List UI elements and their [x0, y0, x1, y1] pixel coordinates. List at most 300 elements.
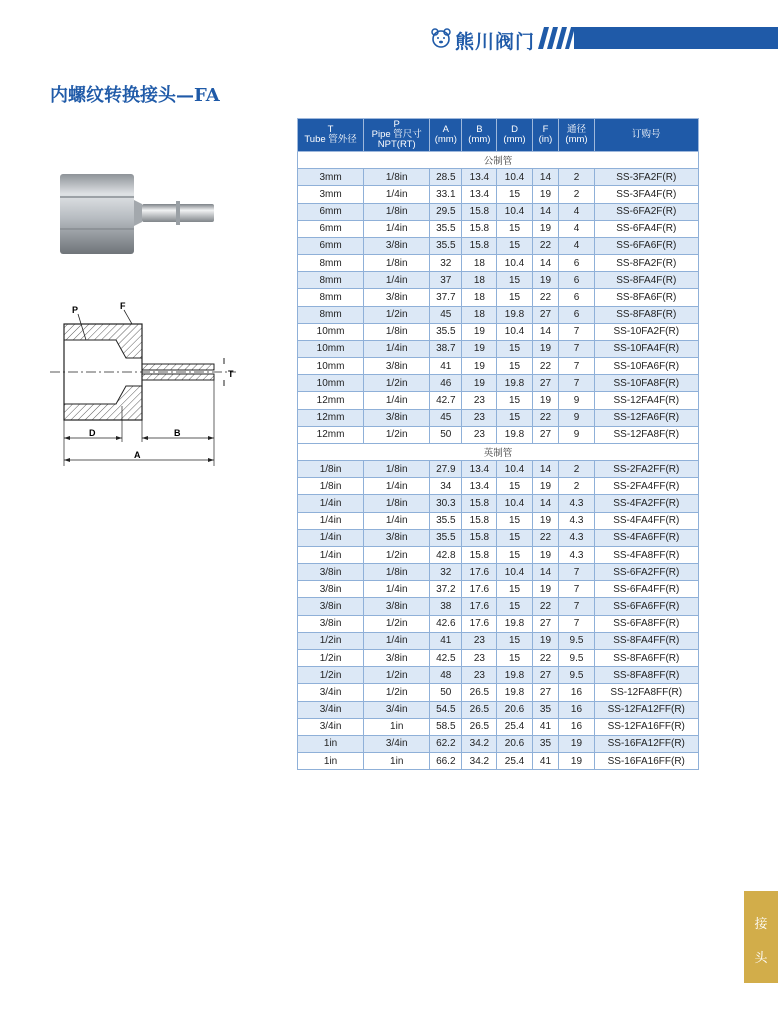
table-cell: 7 [559, 581, 594, 598]
table-row [298, 735, 699, 752]
table-cell: 6mm [298, 203, 364, 220]
table-cell: SS-10FA4F(R) [594, 340, 698, 357]
table-cell: 18 [462, 306, 497, 323]
table-cell: 20.6 [497, 735, 532, 752]
col-header: P Pipe 管尺寸 NPT(RT) [364, 119, 430, 152]
table-cell: SS-4FA6FF(R) [594, 529, 698, 546]
table-cell: 15 [497, 289, 532, 306]
table-cell: 1/2in [364, 667, 430, 684]
table-cell: 13.4 [462, 461, 497, 478]
table-cell: 19 [532, 512, 559, 529]
table-cell: 19.8 [497, 684, 532, 701]
table-cell: 1/4in [364, 272, 430, 289]
table-cell: SS-6FA6F(R) [594, 237, 698, 254]
table-cell: SS-12FA12FF(R) [594, 701, 698, 718]
table-cell: 1/8in [364, 564, 430, 581]
table-cell: 32 [430, 255, 462, 272]
table-cell: 1/8in [364, 255, 430, 272]
table-cell: SS-3FA4F(R) [594, 186, 698, 203]
table-cell: 26.5 [462, 684, 497, 701]
table-cell: 9 [559, 409, 594, 426]
table-row [298, 581, 699, 598]
table-cell: 15 [497, 186, 532, 203]
table-cell: 1/4in [364, 512, 430, 529]
table-cell: 2 [559, 186, 594, 203]
table-cell: 19 [532, 186, 559, 203]
table-cell: 35.5 [430, 323, 462, 340]
table-header-row [298, 119, 699, 152]
label-t: T [228, 369, 234, 379]
table-cell: 62.2 [430, 735, 462, 752]
table-cell: 3/8in [298, 598, 364, 615]
table-cell: 22 [532, 529, 559, 546]
table-cell: 12mm [298, 426, 364, 443]
table-cell: 3mm [298, 186, 364, 203]
table-cell: 50 [430, 426, 462, 443]
table-cell: 6 [559, 255, 594, 272]
table-cell: SS-2FA2FF(R) [594, 461, 698, 478]
table-cell: 1/2in [364, 375, 430, 392]
table-row [298, 701, 699, 718]
table-cell: 3/4in [364, 701, 430, 718]
table-cell: 18 [462, 272, 497, 289]
table-row [298, 409, 699, 426]
table-cell: 26.5 [462, 718, 497, 735]
col-header: T Tube 管外径 [298, 119, 364, 152]
table-cell: 27 [532, 615, 559, 632]
product-photo [58, 170, 218, 260]
table-cell: 50 [430, 684, 462, 701]
table-cell: 10mm [298, 340, 364, 357]
table-cell: 1/8in [298, 478, 364, 495]
table-cell: 14 [532, 255, 559, 272]
table-row [298, 340, 699, 357]
table-cell: 8mm [298, 289, 364, 306]
table-row [298, 461, 699, 478]
table-row [298, 220, 699, 237]
table-cell: 3/8in [364, 358, 430, 375]
table-cell: 1/8in [364, 323, 430, 340]
table-cell: 15.8 [462, 220, 497, 237]
table-cell: 3mm [298, 169, 364, 186]
table-cell: 19 [462, 375, 497, 392]
label-b: B [174, 428, 181, 438]
table-cell: 19.8 [497, 375, 532, 392]
table-cell: 9 [559, 392, 594, 409]
table-cell: 19.8 [497, 306, 532, 323]
table-cell: 41 [430, 632, 462, 649]
table-cell: 19 [532, 392, 559, 409]
table-cell: 8mm [298, 272, 364, 289]
table-row [298, 667, 699, 684]
table-row [298, 426, 699, 443]
table-cell: 66.2 [430, 753, 462, 770]
table-row [298, 495, 699, 512]
table-cell: 1/8in [364, 461, 430, 478]
table-row [298, 272, 699, 289]
table-cell: 15 [497, 272, 532, 289]
table-row [298, 684, 699, 701]
table-cell: 15 [497, 340, 532, 357]
table-cell: 15 [497, 632, 532, 649]
table-cell: 1/2in [298, 667, 364, 684]
table-row [298, 323, 699, 340]
table-cell: 6mm [298, 220, 364, 237]
table-cell: 10.4 [497, 203, 532, 220]
table-cell: 4.3 [559, 495, 594, 512]
table-cell: 19 [532, 632, 559, 649]
table-cell: 1/8in [298, 461, 364, 478]
table-cell: 1/8in [364, 495, 430, 512]
table-cell: 3/8in [364, 237, 430, 254]
table-cell: 45 [430, 409, 462, 426]
bear-logo-icon [430, 27, 452, 49]
table-cell: 9.5 [559, 649, 594, 666]
table-row [298, 306, 699, 323]
table-row [298, 237, 699, 254]
table-cell: 1in [364, 718, 430, 735]
table-cell: 10.4 [497, 255, 532, 272]
section-row [298, 443, 699, 460]
table-cell: 15 [497, 409, 532, 426]
table-cell: 46 [430, 375, 462, 392]
col-header: F (in) [532, 119, 559, 152]
table-cell: 23 [462, 426, 497, 443]
table-cell: 19.8 [497, 667, 532, 684]
table-cell: 4.3 [559, 512, 594, 529]
table-cell: 10mm [298, 375, 364, 392]
table-cell: 15.8 [462, 237, 497, 254]
table-cell: 3/8in [364, 409, 430, 426]
side-tab-char: 头 [754, 951, 768, 966]
table-cell: 15.8 [462, 512, 497, 529]
table-cell: 37.7 [430, 289, 462, 306]
label-p: P [72, 305, 79, 315]
table-cell: 28.5 [430, 169, 462, 186]
table-cell: 10mm [298, 358, 364, 375]
table-cell: SS-12FA16FF(R) [594, 718, 698, 735]
table-row [298, 289, 699, 306]
brand-name: 熊川阀门 [455, 31, 536, 53]
table-cell: SS-8FA4F(R) [594, 272, 698, 289]
table-cell: 16 [559, 701, 594, 718]
table-cell: 42.8 [430, 546, 462, 563]
table-cell: 2 [559, 169, 594, 186]
table-cell: 19.8 [497, 615, 532, 632]
table-cell: 14 [532, 495, 559, 512]
table-cell: 7 [559, 598, 594, 615]
table-row [298, 169, 699, 186]
table-cell: 19 [559, 735, 594, 752]
side-tab-char: 接 [754, 917, 768, 932]
table-cell: 17.6 [462, 615, 497, 632]
table-cell: 25.4 [497, 753, 532, 770]
table-cell: 1/4in [364, 392, 430, 409]
table-cell: 35.5 [430, 512, 462, 529]
table-cell: SS-6FA4FF(R) [594, 581, 698, 598]
brand-bar [574, 27, 778, 49]
table-cell: 1/2in [298, 649, 364, 666]
col-header: A (mm) [430, 119, 462, 152]
table-cell: 10.4 [497, 323, 532, 340]
table-cell: 8mm [298, 255, 364, 272]
table-cell: 42.7 [430, 392, 462, 409]
section-row [298, 152, 699, 169]
cross-section-drawing [46, 296, 246, 466]
table-cell: SS-8FA8F(R) [594, 306, 698, 323]
table-cell: 1in [298, 735, 364, 752]
table-cell: 1/4in [364, 478, 430, 495]
table-cell: 3/4in [298, 684, 364, 701]
table-cell: SS-10FA8F(R) [594, 375, 698, 392]
section-label: 英制管 [298, 443, 699, 460]
label-d: D [89, 428, 96, 438]
table-cell: 7 [559, 358, 594, 375]
table-cell: 34.2 [462, 753, 497, 770]
table-cell: 15 [497, 546, 532, 563]
table-cell: 23 [462, 667, 497, 684]
table-cell: 12mm [298, 392, 364, 409]
table-cell: 1/2in [364, 546, 430, 563]
table-cell: SS-10FA2F(R) [594, 323, 698, 340]
table-cell: 27 [532, 375, 559, 392]
table-cell: SS-6FA2F(R) [594, 203, 698, 220]
table-cell: SS-6FA4F(R) [594, 220, 698, 237]
table-cell: 15 [497, 392, 532, 409]
table-row [298, 718, 699, 735]
table-row [298, 753, 699, 770]
table-cell: 3/8in [298, 581, 364, 598]
table-cell: 20.6 [497, 701, 532, 718]
table-cell: 10.4 [497, 564, 532, 581]
table-cell: 15 [497, 598, 532, 615]
table-cell: 34.2 [462, 735, 497, 752]
table-cell: 23 [462, 649, 497, 666]
table-cell: 22 [532, 409, 559, 426]
table-cell: 15 [497, 237, 532, 254]
table-cell: 12mm [298, 409, 364, 426]
table-cell: 32 [430, 564, 462, 581]
table-cell: SS-8FA4FF(R) [594, 632, 698, 649]
table-cell: 1/4in [298, 546, 364, 563]
table-cell: 35 [532, 735, 559, 752]
table-cell: 1/4in [364, 220, 430, 237]
table-cell: 19 [462, 358, 497, 375]
table-cell: 10mm [298, 323, 364, 340]
col-header: 订购号 [594, 119, 698, 152]
table-cell: 19 [559, 753, 594, 770]
table-cell: 15 [497, 529, 532, 546]
table-cell: 7 [559, 375, 594, 392]
table-cell: 15 [497, 220, 532, 237]
table-cell: 30.3 [430, 495, 462, 512]
table-body [298, 152, 699, 770]
table-cell: 19 [532, 546, 559, 563]
table-cell: 18 [462, 255, 497, 272]
table-cell: 38 [430, 598, 462, 615]
table-cell: SS-12FA6F(R) [594, 409, 698, 426]
table-cell: SS-2FA4FF(R) [594, 478, 698, 495]
table-cell: SS-4FA4FF(R) [594, 512, 698, 529]
table-cell: 14 [532, 461, 559, 478]
table-cell: 19 [532, 581, 559, 598]
label-f: F [120, 301, 126, 311]
table-cell: 48 [430, 667, 462, 684]
table-row [298, 375, 699, 392]
table-cell: 41 [532, 718, 559, 735]
table-cell: 4 [559, 220, 594, 237]
table-cell: 18 [462, 289, 497, 306]
table-cell: 1/2in [364, 306, 430, 323]
table-row [298, 632, 699, 649]
table-row [298, 358, 699, 375]
table-cell: 26.5 [462, 701, 497, 718]
table-cell: 1/4in [364, 632, 430, 649]
table-cell: 37 [430, 272, 462, 289]
col-header: 通径 (mm) [559, 119, 594, 152]
table-cell: 22 [532, 237, 559, 254]
table-cell: 3/8in [298, 615, 364, 632]
table-cell: 22 [532, 289, 559, 306]
table-cell: 4.3 [559, 546, 594, 563]
table-cell: 29.5 [430, 203, 462, 220]
table-cell: 6 [559, 306, 594, 323]
table-cell: 27.9 [430, 461, 462, 478]
table-cell: SS-8FA2F(R) [594, 255, 698, 272]
table-cell: 15.8 [462, 495, 497, 512]
table-cell: 34 [430, 478, 462, 495]
table-cell: 19 [532, 340, 559, 357]
table-row [298, 564, 699, 581]
table-cell: 15 [497, 512, 532, 529]
table-cell: 15 [497, 478, 532, 495]
table-cell: 19.8 [497, 426, 532, 443]
brand-stripes [538, 27, 574, 49]
table-cell: 13.4 [462, 186, 497, 203]
table-cell: SS-4FA8FF(R) [594, 546, 698, 563]
table-cell: 19 [462, 340, 497, 357]
col-header: D (mm) [497, 119, 532, 152]
table-cell: 27 [532, 306, 559, 323]
table-cell: 4 [559, 237, 594, 254]
table-cell: SS-12FA4F(R) [594, 392, 698, 409]
table-cell: 1/4in [364, 340, 430, 357]
table-cell: 1/4in [298, 512, 364, 529]
table-cell: 17.6 [462, 564, 497, 581]
table-row [298, 478, 699, 495]
table-cell: SS-6FA8FF(R) [594, 615, 698, 632]
table-cell: 6 [559, 289, 594, 306]
table-cell: 3/8in [298, 564, 364, 581]
table-cell: 41 [532, 753, 559, 770]
table-cell: 1/4in [298, 495, 364, 512]
table-cell: 54.5 [430, 701, 462, 718]
side-tab [744, 891, 778, 983]
table-row [298, 649, 699, 666]
table-cell: 3/4in [298, 718, 364, 735]
table-cell: 45 [430, 306, 462, 323]
table-cell: 14 [532, 203, 559, 220]
table-cell: 17.6 [462, 581, 497, 598]
table-cell: 58.5 [430, 718, 462, 735]
table-cell: 23 [462, 392, 497, 409]
table-cell: 17.6 [462, 598, 497, 615]
table-cell: 15.8 [462, 529, 497, 546]
table-cell: 19 [532, 478, 559, 495]
table-cell: 14 [532, 323, 559, 340]
table-row [298, 598, 699, 615]
table-cell: 1/8in [364, 203, 430, 220]
table-cell: SS-3FA2F(R) [594, 169, 698, 186]
table-cell: 27 [532, 426, 559, 443]
table-cell: 23 [462, 632, 497, 649]
table-cell: 3/4in [298, 701, 364, 718]
table-cell: 14 [532, 564, 559, 581]
table-cell: 19 [462, 323, 497, 340]
table-cell: 2 [559, 461, 594, 478]
table-cell: 22 [532, 358, 559, 375]
table-cell: 27 [532, 667, 559, 684]
table-cell: 1in [298, 753, 364, 770]
table-cell: 6 [559, 272, 594, 289]
table-cell: 7 [559, 323, 594, 340]
table-row [298, 529, 699, 546]
col-header: B (mm) [462, 119, 497, 152]
table-cell: 25.4 [497, 718, 532, 735]
table-cell: 15.8 [462, 203, 497, 220]
table-row [298, 615, 699, 632]
table-cell: 41 [430, 358, 462, 375]
table-cell: 4.3 [559, 529, 594, 546]
table-cell: 10.4 [497, 169, 532, 186]
table-cell: 16 [559, 718, 594, 735]
table-cell: SS-16FA16FF(R) [594, 753, 698, 770]
table-cell: 4 [559, 203, 594, 220]
table-cell: 42.5 [430, 649, 462, 666]
table-row [298, 512, 699, 529]
table-cell: 42.6 [430, 615, 462, 632]
table-cell: SS-6FA6FF(R) [594, 598, 698, 615]
table-cell: 15 [497, 358, 532, 375]
table-cell: 16 [559, 684, 594, 701]
table-cell: SS-10FA6F(R) [594, 358, 698, 375]
table-cell: 38.7 [430, 340, 462, 357]
table-cell: 35.5 [430, 220, 462, 237]
table-cell: 1/2in [364, 426, 430, 443]
table-cell: 15 [497, 649, 532, 666]
section-label: 公制管 [298, 152, 699, 169]
table-cell: 9 [559, 426, 594, 443]
table-row [298, 186, 699, 203]
table-cell: 7 [559, 564, 594, 581]
table-cell: SS-12FA8FF(R) [594, 684, 698, 701]
table-cell: SS-8FA6F(R) [594, 289, 698, 306]
table-cell: 1/2in [364, 684, 430, 701]
table-cell: SS-8FA6FF(R) [594, 649, 698, 666]
table-cell: 13.4 [462, 169, 497, 186]
table-cell: 6mm [298, 237, 364, 254]
table-row [298, 546, 699, 563]
table-cell: 3/4in [364, 735, 430, 752]
table-row [298, 203, 699, 220]
table-cell: 2 [559, 478, 594, 495]
table-cell: 22 [532, 649, 559, 666]
table-cell: 23 [462, 409, 497, 426]
table-cell: SS-12FA8F(R) [594, 426, 698, 443]
table-cell: 3/8in [364, 598, 430, 615]
table-cell: 1/2in [298, 632, 364, 649]
table-cell: 9.5 [559, 632, 594, 649]
